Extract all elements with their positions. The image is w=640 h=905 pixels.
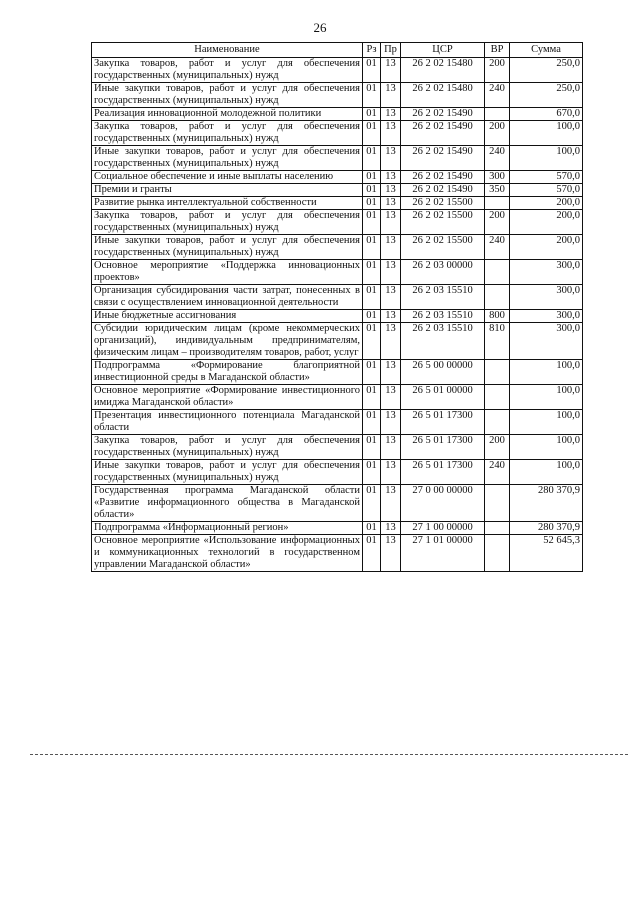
cell-name: Подпрограмма «Формирование благоприятной инвестиционной среды в Магаданской области» [92,360,363,385]
cell-rz: 01 [363,385,381,410]
cell-csr: 26 5 00 00000 [401,360,485,385]
table-row [92,285,583,310]
table-row [92,522,583,535]
cell-rz: 01 [363,310,381,323]
table-row [92,184,583,197]
cell-name: Иные закупки товаров, работ и услуг для обеспечения государственных (муниципальных) нужд [92,460,363,485]
cell-csr: 26 2 03 15510 [401,323,485,360]
cell-vr: 200 [485,210,510,235]
cell-rz: 01 [363,210,381,235]
cell-name: Закупка товаров, работ и услуг для обеспечения государственных (муниципальных) нужд [92,210,363,235]
cell-name: Реализация инновационной молодежной политики [92,108,363,121]
cell-sum: 280 370,9 [510,485,583,522]
cell-pr: 13 [381,385,401,410]
cell-csr: 26 2 02 15500 [401,197,485,210]
cell-name: Иные бюджетные ассигнования [92,310,363,323]
cell-name: Государственная программа Магаданской области «Развитие информационного общества в Магаданской области» [92,485,363,522]
cell-sum: 300,0 [510,310,583,323]
cell-pr: 13 [381,121,401,146]
cell-name: Субсидии юридическим лицам (кроме некоммерческих организаций), индивидуальным предпринимателям, физическим лицам – производителям товаров, работ, услуг [92,323,363,360]
cell-sum: 200,0 [510,210,583,235]
cell-csr: 26 2 03 15510 [401,285,485,310]
cell-name: Подпрограмма «Информационный регион» [92,522,363,535]
cell-csr: 26 2 02 15490 [401,121,485,146]
cell-rz: 01 [363,522,381,535]
cell-name: Закупка товаров, работ и услуг для обеспечения государственных (муниципальных) нужд [92,435,363,460]
cell-csr: 26 2 02 15480 [401,58,485,83]
cell-sum: 300,0 [510,285,583,310]
cell-rz: 01 [363,435,381,460]
cell-rz: 01 [363,108,381,121]
cell-sum: 100,0 [510,385,583,410]
cell-pr: 13 [381,58,401,83]
cell-csr: 26 5 01 00000 [401,385,485,410]
cell-vr: 240 [485,235,510,260]
table-row [92,410,583,435]
cell-name: Основное мероприятие «Поддержка инновационных проектов» [92,260,363,285]
table-row [92,323,583,360]
table-row [92,535,583,572]
footer-divider [30,754,628,755]
cell-sum: 570,0 [510,184,583,197]
header-pr: Пр [381,43,401,58]
cell-csr: 26 2 02 15490 [401,146,485,171]
cell-pr: 13 [381,522,401,535]
cell-vr: 240 [485,460,510,485]
cell-csr: 27 0 00 00000 [401,485,485,522]
cell-name: Основное мероприятие «Использование информационных и коммуникационных технологий в государственном управлении Магаданской области» [92,535,363,572]
cell-sum: 250,0 [510,83,583,108]
cell-sum: 200,0 [510,197,583,210]
cell-rz: 01 [363,184,381,197]
cell-vr [485,285,510,310]
cell-pr: 13 [381,435,401,460]
cell-name: Развитие рынка интеллектуальной собственности [92,197,363,210]
cell-sum: 100,0 [510,460,583,485]
cell-sum: 250,0 [510,58,583,83]
cell-rz: 01 [363,485,381,522]
cell-pr: 13 [381,310,401,323]
cell-vr [485,260,510,285]
table-body [92,58,583,572]
cell-rz: 01 [363,360,381,385]
cell-pr: 13 [381,285,401,310]
cell-csr: 26 2 02 15490 [401,108,485,121]
cell-name: Презентация инвестиционного потенциала Магаданской области [92,410,363,435]
cell-rz: 01 [363,460,381,485]
header-csr: ЦСР [401,43,485,58]
cell-pr: 13 [381,184,401,197]
page-number: 26 [313,20,327,35]
table-row [92,197,583,210]
cell-rz: 01 [363,197,381,210]
cell-rz: 01 [363,171,381,184]
cell-sum: 200,0 [510,235,583,260]
cell-sum: 280 370,9 [510,522,583,535]
cell-rz: 01 [363,121,381,146]
cell-vr: 300 [485,171,510,184]
cell-sum: 52 645,3 [510,535,583,572]
cell-csr: 26 2 02 15500 [401,210,485,235]
table-row [92,108,583,121]
cell-vr: 350 [485,184,510,197]
table-row [92,435,583,460]
cell-csr: 26 2 03 15510 [401,310,485,323]
cell-rz: 01 [363,535,381,572]
table-row [92,235,583,260]
cell-rz: 01 [363,323,381,360]
cell-pr: 13 [381,485,401,522]
cell-csr: 26 2 03 00000 [401,260,485,285]
header-sum: Сумма [510,43,583,58]
cell-pr: 13 [381,197,401,210]
table-header-row [92,43,583,58]
cell-pr: 13 [381,460,401,485]
cell-csr: 26 5 01 17300 [401,460,485,485]
table-row [92,385,583,410]
cell-sum: 300,0 [510,323,583,360]
header-vr: ВР [485,43,510,58]
cell-rz: 01 [363,83,381,108]
cell-csr: 27 1 00 00000 [401,522,485,535]
cell-sum: 570,0 [510,171,583,184]
cell-pr: 13 [381,171,401,184]
cell-vr [485,410,510,435]
cell-pr: 13 [381,210,401,235]
cell-sum: 300,0 [510,260,583,285]
cell-vr: 200 [485,435,510,460]
table-row [92,260,583,285]
cell-rz: 01 [363,235,381,260]
cell-vr: 240 [485,83,510,108]
cell-vr: 200 [485,121,510,146]
table-row [92,83,583,108]
cell-name: Социальное обеспечение и иные выплаты населению [92,171,363,184]
cell-vr [485,360,510,385]
cell-rz: 01 [363,58,381,83]
cell-csr: 26 5 01 17300 [401,410,485,435]
budget-table [91,42,583,572]
cell-name: Иные закупки товаров, работ и услуг для обеспечения государственных (муниципальных) нужд [92,146,363,171]
cell-vr [485,197,510,210]
cell-csr: 26 5 01 17300 [401,435,485,460]
cell-pr: 13 [381,83,401,108]
cell-vr: 800 [485,310,510,323]
cell-vr: 200 [485,58,510,83]
cell-pr: 13 [381,323,401,360]
cell-vr [485,485,510,522]
cell-vr [485,385,510,410]
cell-csr: 26 2 02 15490 [401,171,485,184]
cell-vr: 810 [485,323,510,360]
cell-pr: 13 [381,360,401,385]
cell-sum: 100,0 [510,410,583,435]
table-row [92,360,583,385]
cell-rz: 01 [363,285,381,310]
cell-name: Организация субсидирования части затрат, понесенных в связи с осуществлением инновационной деятельности [92,285,363,310]
cell-pr: 13 [381,108,401,121]
table-row [92,210,583,235]
table-row [92,460,583,485]
cell-vr: 240 [485,146,510,171]
cell-csr: 26 2 02 15500 [401,235,485,260]
cell-name: Иные закупки товаров, работ и услуг для обеспечения государственных (муниципальных) нужд [92,235,363,260]
cell-csr: 26 2 02 15480 [401,83,485,108]
cell-pr: 13 [381,535,401,572]
header-rz: Рз [363,43,381,58]
cell-rz: 01 [363,146,381,171]
cell-pr: 13 [381,410,401,435]
table-row [92,485,583,522]
table-row [92,58,583,83]
cell-name: Закупка товаров, работ и услуг для обеспечения государственных (муниципальных) нужд [92,58,363,83]
cell-pr: 13 [381,146,401,171]
cell-pr: 13 [381,235,401,260]
cell-sum: 100,0 [510,360,583,385]
cell-csr: 26 2 02 15490 [401,184,485,197]
cell-name: Закупка товаров, работ и услуг для обеспечения государственных (муниципальных) нужд [92,121,363,146]
cell-csr: 27 1 01 00000 [401,535,485,572]
table-row [92,146,583,171]
cell-sum: 100,0 [510,435,583,460]
cell-sum: 670,0 [510,108,583,121]
cell-rz: 01 [363,410,381,435]
table-row [92,310,583,323]
cell-rz: 01 [363,260,381,285]
cell-vr [485,522,510,535]
cell-vr [485,535,510,572]
table-row [92,121,583,146]
cell-pr: 13 [381,260,401,285]
cell-name: Основное мероприятие «Формирование инвестиционного имиджа Магаданской области» [92,385,363,410]
cell-vr [485,108,510,121]
cell-name: Иные закупки товаров, работ и услуг для обеспечения государственных (муниципальных) нужд [92,83,363,108]
table-row [92,171,583,184]
cell-name: Премии и гранты [92,184,363,197]
cell-sum: 100,0 [510,121,583,146]
header-name: Наименование [92,43,363,58]
cell-sum: 100,0 [510,146,583,171]
